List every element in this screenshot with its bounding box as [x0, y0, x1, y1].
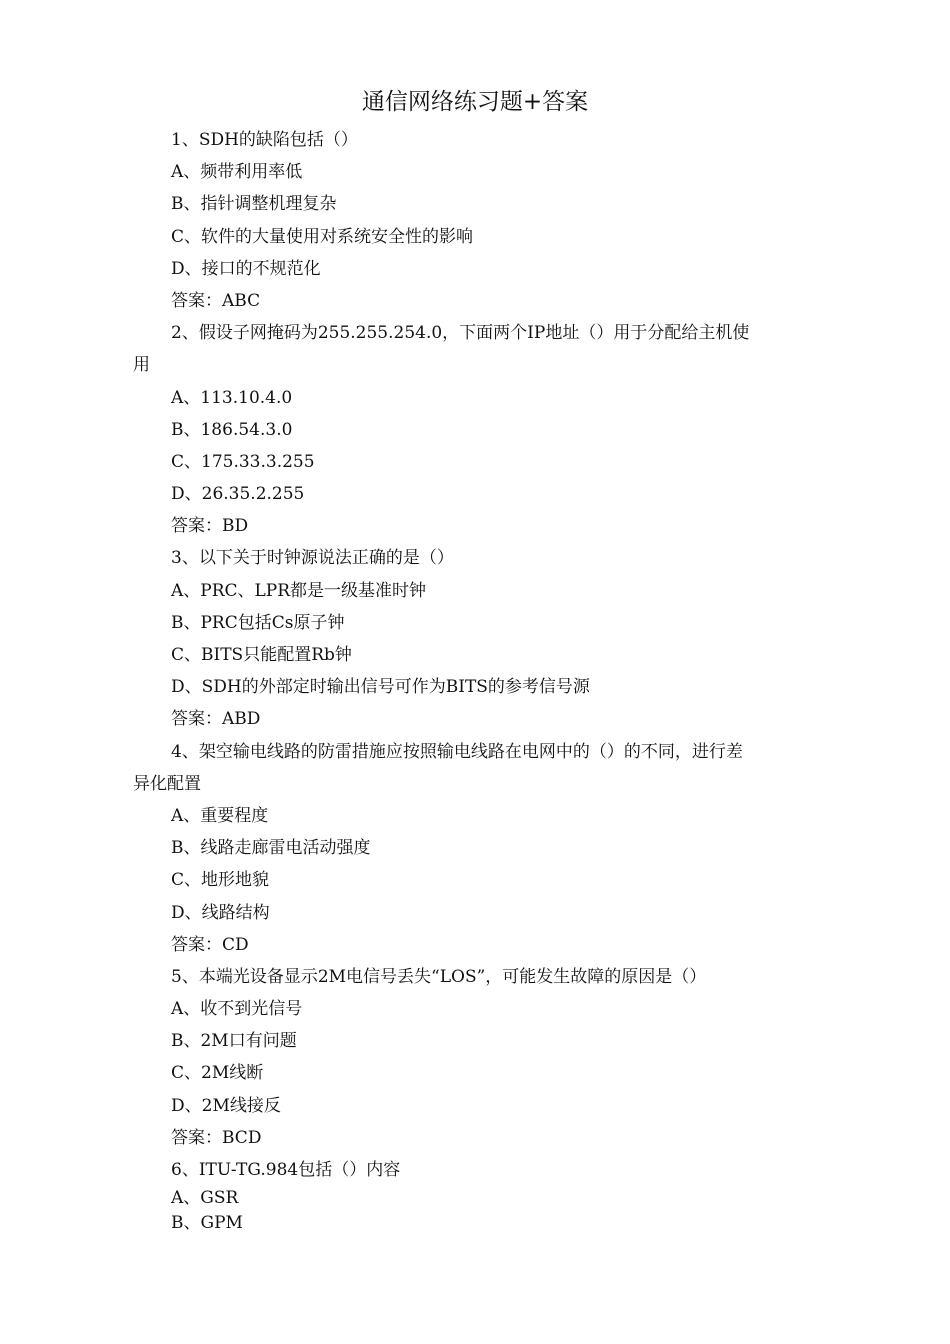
question-4-answer: 答案：CD — [171, 934, 249, 955]
question-1-option-a: A、频带利用率低 — [171, 162, 303, 183]
question-5-option-b: B、2M口有问题 — [171, 1031, 297, 1052]
question-1-option-d: D、接口的不规范化 — [171, 258, 321, 279]
question-4-option-c: C、地形地貌 — [171, 870, 270, 891]
question-2-option-c: C、175.33.3.255 — [171, 451, 315, 472]
question-list — [133, 124, 823, 1236]
question-2-answer: 答案：BD — [171, 516, 249, 537]
question-5-option-c: C、2M线断 — [171, 1063, 264, 1084]
question-2-stem-continued: 用 — [133, 355, 150, 376]
question-1-answer: 答案：ABC — [171, 290, 261, 311]
question-4-option-a: A、重要程度 — [171, 805, 269, 826]
question-2-option-a: A、113.10.4.0 — [171, 387, 293, 408]
question-2-option-b: B、186.54.3.0 — [171, 419, 293, 440]
question-5-answer: 答案：BCD — [171, 1127, 262, 1148]
question-6-option-a: A、GSR — [171, 1188, 239, 1209]
question-1-stem: 1、SDH的缺陷包括（） — [171, 130, 358, 150]
question-3-option-c: C、BITS只能配置Rb钟 — [171, 645, 352, 665]
question-3-answer: 答案：ABD — [171, 709, 261, 730]
question-5-option-d: D、2M线接反 — [171, 1095, 281, 1116]
question-4-stem-continued: 异化配置 — [133, 773, 201, 794]
question-2-option-d: D、26.35.2.255 — [171, 484, 305, 505]
question-1-option-b: B、指针调整机理复杂 — [171, 194, 337, 215]
question-1-option-c: C、软件的大量使用对系统安全性的影响 — [171, 226, 474, 247]
question-2-stem: 2、假设子网掩码为255.255.254.0，下面两个IP地址（）用于分配给主机使 — [171, 323, 750, 344]
question-5-stem: 5、本端光设备显示2M电信号丢失“LOS”，可能发生故障的原因是（） — [171, 966, 707, 987]
document-title: 通信网络练习题+答案 — [361, 89, 589, 115]
question-3-stem: 3、以下关于时钟源说法正确的是（） — [171, 548, 454, 569]
question-3-option-a: A、PRC、LPR都是一级基准时钟 — [171, 580, 427, 601]
question-5-option-a: A、收不到光信号 — [171, 999, 303, 1020]
question-6-option-b: B、GPM — [171, 1213, 243, 1234]
question-4-stem: 4、架空输电线路的防雷措施应按照输电线路在电网中的（）的不同，进行差 — [171, 741, 743, 762]
question-3-option-b: B、PRC包括Cs原子钟 — [171, 612, 345, 633]
question-3-option-d: D、SDH的外部定时输出信号可作为BITS的参考信号源 — [171, 677, 590, 698]
question-6-stem: 6、ITU-TG.984包括（）内容 — [171, 1160, 401, 1180]
question-4-option-d: D、线路结构 — [171, 902, 270, 923]
question-4-option-b: B、线路走廊雷电活动强度 — [171, 838, 371, 859]
